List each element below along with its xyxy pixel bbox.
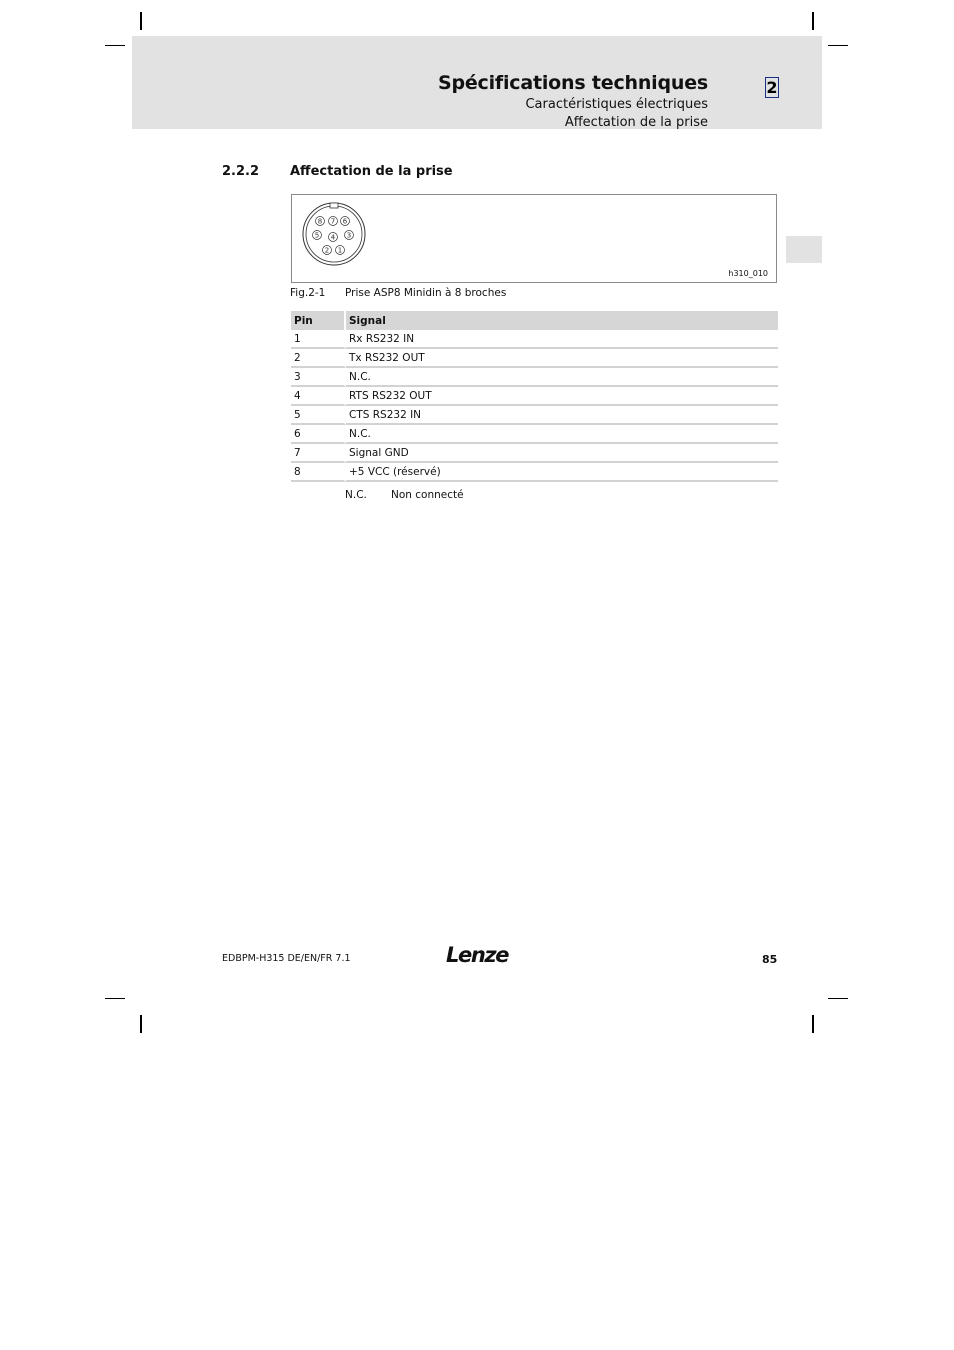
crop-mark xyxy=(812,12,814,30)
pin-cell: 3 xyxy=(291,368,346,387)
signal-cell: Rx RS232 IN xyxy=(346,330,778,349)
table-header-row xyxy=(291,311,778,330)
table-row xyxy=(291,406,778,425)
signal-cell: N.C. xyxy=(346,425,778,444)
crop-mark xyxy=(140,1015,142,1033)
figure-caption-text: Prise ASP8 Minidin à 8 broches xyxy=(345,287,507,299)
table-row xyxy=(291,463,778,482)
table-row xyxy=(291,425,778,444)
pin-label: 1 xyxy=(337,246,343,255)
signal-cell: RTS RS232 OUT xyxy=(346,387,778,406)
pin-cell: 2 xyxy=(291,349,346,368)
crop-mark xyxy=(140,12,142,30)
pin-label: 6 xyxy=(342,217,348,226)
lenze-logo: Lenze xyxy=(446,943,509,967)
column-header-pin: Pin xyxy=(291,311,346,330)
pin-label: 8 xyxy=(317,217,323,226)
section-title: Affectation de la prise xyxy=(290,164,453,179)
table-row xyxy=(291,387,778,406)
header-subtitle-2: Affectation de la prise xyxy=(564,115,708,130)
pin-cell: 6 xyxy=(291,425,346,444)
pin-cell: 8 xyxy=(291,463,346,482)
section-number: 2.2.2 xyxy=(222,164,260,179)
pin-cell: 4 xyxy=(291,387,346,406)
pin-cell: 5 xyxy=(291,406,346,425)
signal-cell: Tx RS232 OUT xyxy=(346,349,778,368)
signal-cell: CTS RS232 IN xyxy=(346,406,778,425)
pin-cell: 1 xyxy=(291,330,346,349)
figure-caption-number: Fig.2-1 xyxy=(290,287,326,299)
table-row xyxy=(291,330,778,349)
note-text: Non connecté xyxy=(391,489,464,501)
header-subtitle-1: Caractéristiques électriques xyxy=(525,97,708,112)
chapter-side-tab xyxy=(786,236,822,263)
signal-cell: +5 VCC (réservé) xyxy=(346,463,778,482)
chapter-title: Spécifications techniques xyxy=(437,72,708,94)
pin-label: 5 xyxy=(314,231,320,240)
crop-mark xyxy=(828,998,848,999)
crop-mark xyxy=(812,1015,814,1033)
table-row xyxy=(291,444,778,463)
chapter-number-badge: 2 xyxy=(766,78,778,97)
signal-cell: N.C. xyxy=(346,368,778,387)
column-header-signal: Signal xyxy=(346,311,778,330)
table-row xyxy=(291,349,778,368)
table-row xyxy=(291,368,778,387)
crop-mark xyxy=(105,45,125,46)
pin-label: 2 xyxy=(324,246,330,255)
figure-box xyxy=(291,194,777,283)
pin-label: 3 xyxy=(346,231,352,240)
figure-code: h310_010 xyxy=(728,269,768,278)
pin-assignment-table xyxy=(291,311,778,482)
minidin-connector-diagram xyxy=(300,200,370,268)
signal-cell: Signal GND xyxy=(346,444,778,463)
footer-document-id: EDBPM-H315 DE/EN/FR 7.1 xyxy=(222,953,351,964)
crop-mark xyxy=(828,45,848,46)
page-number: 85 xyxy=(762,953,778,966)
crop-mark xyxy=(105,998,125,999)
pin-cell: 7 xyxy=(291,444,346,463)
pin-label: 7 xyxy=(330,217,336,226)
pin-label: 4 xyxy=(330,233,336,242)
note-abbreviation: N.C. xyxy=(345,489,367,501)
